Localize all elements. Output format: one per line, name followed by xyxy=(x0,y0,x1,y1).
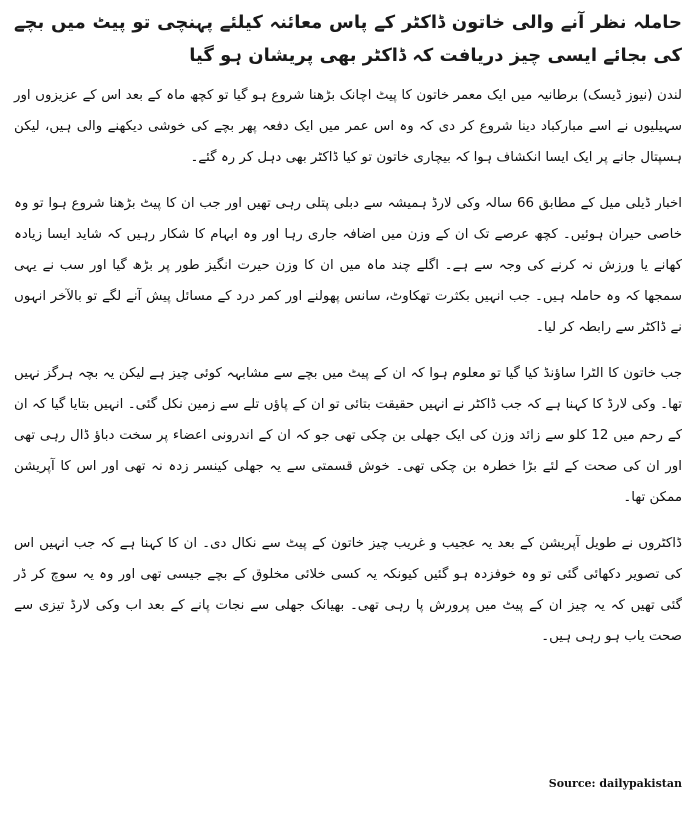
source-credit: Source: dailypakistan xyxy=(548,777,682,790)
article-paragraph-2: اخبار ڈیلی میل کے مطابق 66 سالہ وکی لارڈ ہمیشہ سے دبلی پتلی رہی تھیں اور جب ان کا پیٹ بڑھنا شروع ہوا تو وہ خاصی حیران ہوئیں۔ کچھ عرصے تک ان کے وزن میں اضافہ جاری رہا اور وہ ابہام کا شکار رہیں کہ شاید ایسا زیادہ کھانے یا ورزش نہ کرنے کی وجہ سے ہے۔ اگلے چند ماہ میں ان کا وزن حیرت انگیز طور پر بڑھ گیا اور سب نے یہی سمجھا کہ وہ حاملہ ہیں۔ جب انہیں بکثرت تھکاوٹ، سانس پھولنے اور کمر درد کے مسائل پیش آنے لگے تو بالآخر انہوں نے ڈاکٹر سے رابطہ کر لیا۔ xyxy=(14,196,683,335)
article-paragraph-4: ڈاکٹروں نے طویل آپریشن کے بعد یہ عجیب و غریب چیز خاتون کے پیٹ سے نکال دی۔ ان کا کہنا ہے کہ جب انہیں اس کی تصویر دکھائی گئی تو وہ خوفزدہ ہو گئیں کیونکہ یہ کسی خلائی مخلوق کے بچے جیسی تھی اور وہ یہ سوچ کر ڈر گئی تھیں کہ یہ چیز ان کے پیٹ میں پرورش پا رہی تھی۔ بھیانک جھلی سے نجات پانے کے بعد اب وکی لارڈ تیزی سے صحت یاب ہو رہی ہیں۔ xyxy=(14,536,682,644)
article-headline: حاملہ نظر آنے والی خاتون ڈاکٹر کے پاس معائنہ کیلئے پہنچی تو پیٹ میں بچے کی بجائے ایسی چیز دریافت کہ ڈاکٹر بھی پریشان ہو گیا xyxy=(14,12,682,66)
article-paragraph-1: لندن (نیوز ڈیسک) برطانیہ میں ایک معمر خاتون کا پیٹ اچانک بڑھنا شروع ہو گیا تو کچھ ماہ کے بعد اس کے عزیزوں اور سہیلیوں نے اسے مبارکباد دینا شروع کر دی کہ وہ اس عمر میں ایک دفعہ پھر بچے کی خوشی دیکھنے والی ہیں، لیکن ہسپتال جانے پر ایک ایسا انکشاف ہوا کہ بیچاری خاتون تو کیا ڈاکٹر بھی دہل کر رہ گئے۔ xyxy=(14,88,682,165)
article-paragraph-3: جب خاتون کا الٹرا ساؤنڈ کیا گیا تو معلوم ہوا کہ ان کے پیٹ میں بچے سے مشابہہ کوئی چیز ہے لیکن یہ بچہ ہرگز نہیں تھا۔ وکی لارڈ کا کہنا ہے کہ جب ڈاکٹر نے انہیں حقیقت بتائی تو ان کے پاؤں تلے سے زمین نکل گئی۔ انہیں بتایا گیا کہ ان کے رحم میں 12 کلو سے زائد وزن کی ایک جھلی بن چکی تھی جو کہ ان کے اندرونی اعضاء پر سخت دباؤ ڈال رہی تھی اور ان کی صحت کے لئے بڑا خطرہ بن چکی تھی۔ خوش قسمتی سے یہ جھلی کینسر زدہ نہ تھی اور اس کا آپریشن ممکن تھا۔ xyxy=(14,366,682,505)
